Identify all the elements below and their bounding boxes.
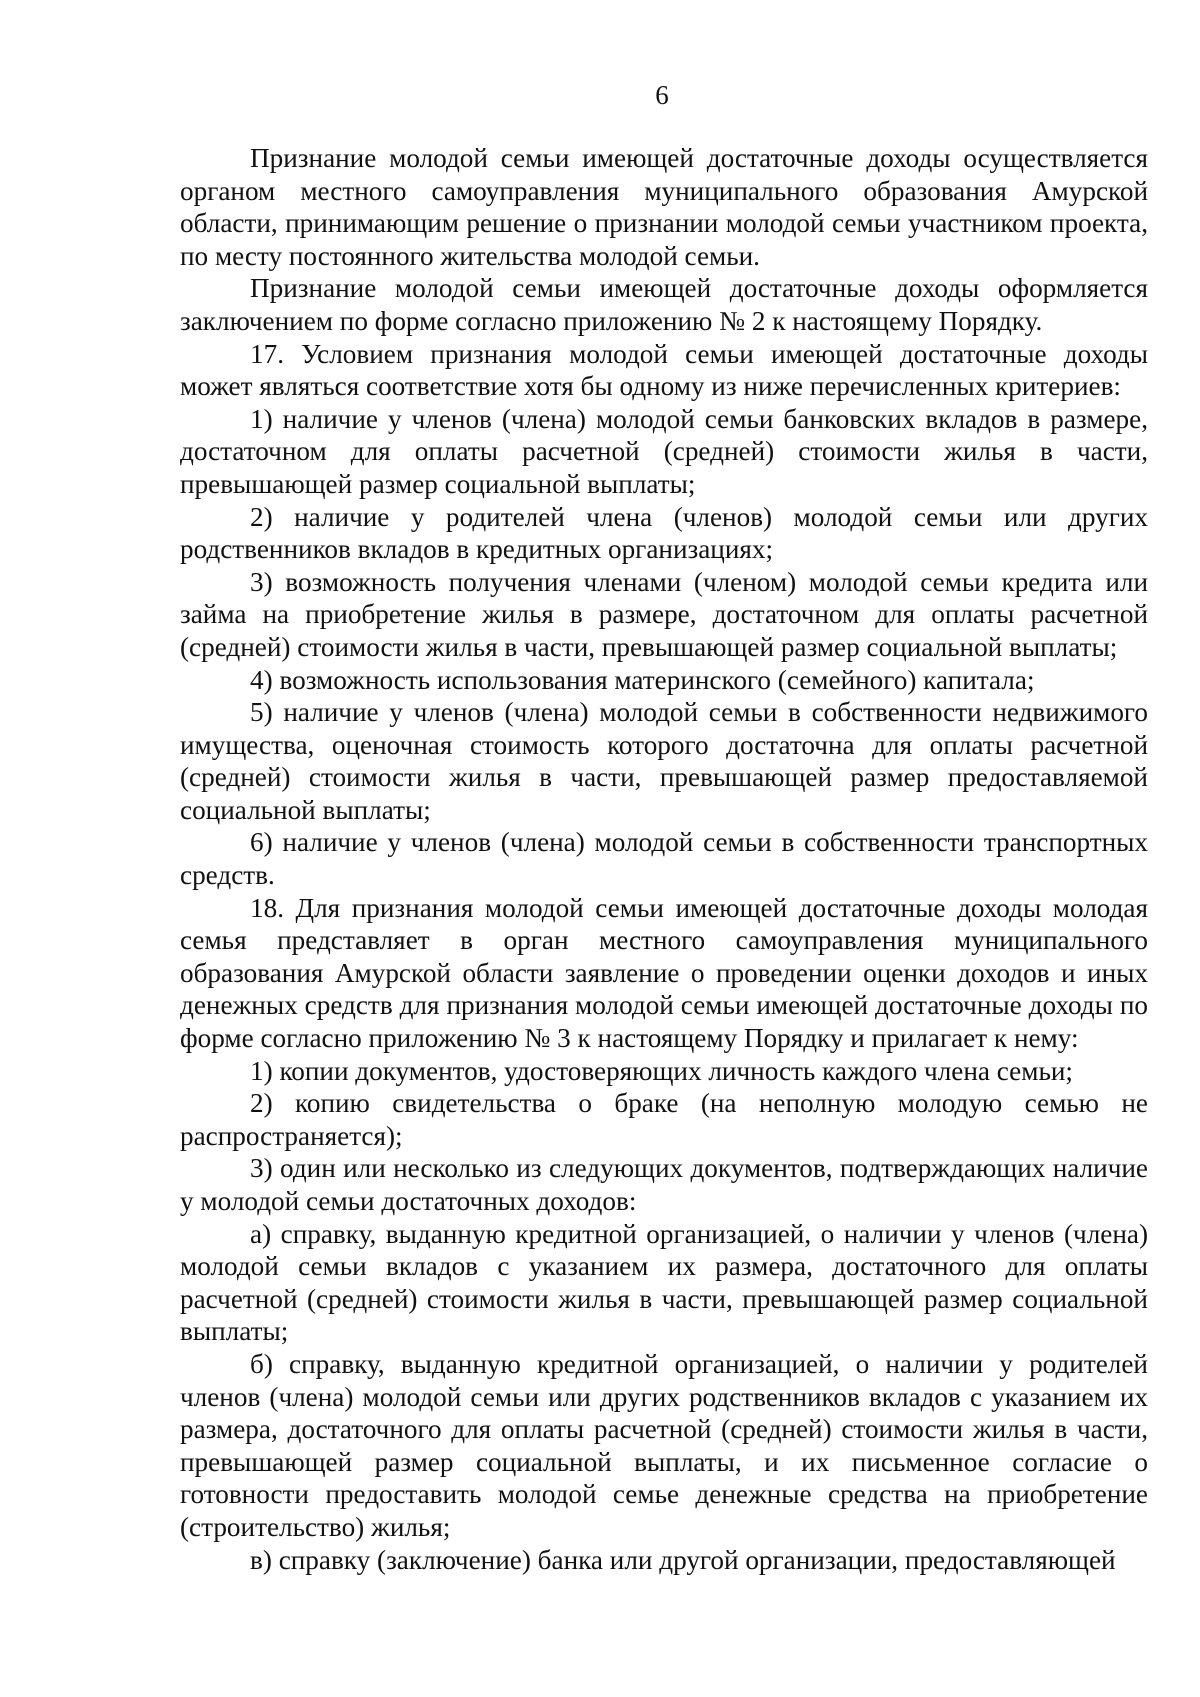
sub-list-item: а) справку, выданную кредитной организацией, о наличии у членов (члена) молодой семьи вкладов с указанием их размера, достаточного для оплаты расчетной (средней) стоимости жилья в части, превышающей размер социальной выплаты;	[180, 1218, 1148, 1347]
sub-list-item: б) справку, выданную кредитной организацией, о наличии у родителей членов (члена) молодой семьи или других родственников вкладов с указанием их размера, достаточного для оплаты расчетной (средней) стоимости жилья в части, превышающей размер социальной выплаты, и их письменное согласие о готовности предоставить молодой семье денежные средства на приобретение (строительство) жилья;	[180, 1348, 1148, 1542]
list-item: 2) наличие у родителей члена (членов) молодой семьи или других родственников вкладов в кредитных организациях;	[180, 501, 1148, 565]
list-item: 4) возможность использования материнского (семейного) капитала;	[250, 664, 1035, 695]
list-item: 3) один или несколько из следующих документов, подтверждающих наличие у молодой семьи достаточных доходов:	[180, 1153, 1148, 1216]
paragraph: Признание молодой семьи имеющей достаточные доходы оформляется заключением по форме согласно приложению № 2 к настоящему Порядку.	[180, 273, 1148, 336]
paragraph: Признание молодой семьи имеющей достаточные доходы осуществляется органом местного самоуправления муниципального образования Амурской области, принимающим решение о признании молодой семьи участником проекта, по месту постоянного жительства молодой семьи.	[180, 143, 1148, 271]
list-item: 1) наличие у членов (члена) молодой семьи банковских вкладов в размере, достаточном для оплаты расчетной (средней) стоимости жилья в части, превышающей размер социальной выплаты;	[180, 403, 1148, 499]
list-item: 6) наличие у членов (члена) молодой семьи в собственности транспортных средств.	[180, 827, 1148, 891]
list-item: 5) наличие у членов (члена) молодой семьи в собственности недвижимого имущества, оценочная стоимость которого достаточна для оплаты расчетной (средней) стоимости жилья в части, превышающей размер предоставляемой социальной выплаты;	[180, 697, 1148, 825]
paragraph: 17. Условием признания молодой семьи имеющей достаточные доходы может являться соответствие хотя бы одному из ниже перечисленных критериев:	[180, 338, 1148, 402]
sub-list-item: в) справку (заключение) банка или другой организации, предоставляющей	[250, 1544, 1116, 1575]
document-body	[180, 142, 1148, 1576]
list-item: 1) копии документов, удостоверяющих личность каждого члена семьи;	[250, 1055, 1073, 1086]
list-item: 2) копию свидетельства о браке (на неполную молодую семью не распространяется);	[180, 1088, 1148, 1151]
page-number: 6	[655, 80, 669, 110]
paragraph: 18. Для признания молодой семьи имеющей достаточные доходы молодая семья представляет в орган местного самоуправления муниципального образования Амурской области заявление о проведении оценки доходов и иных денежных средств для признания молодой семьи имеющей достаточные доходы по форме согласно приложению № 3 к настоящему Порядку и прилагает к нему:	[180, 892, 1148, 1054]
list-item: 3) возможность получения членами (членом) молодой семьи кредита или займа на приобретение жилья в размере, достаточном для оплаты расчетной (средней) стоимости жилья в части, превышающей размер социальной выплаты;	[180, 566, 1148, 662]
